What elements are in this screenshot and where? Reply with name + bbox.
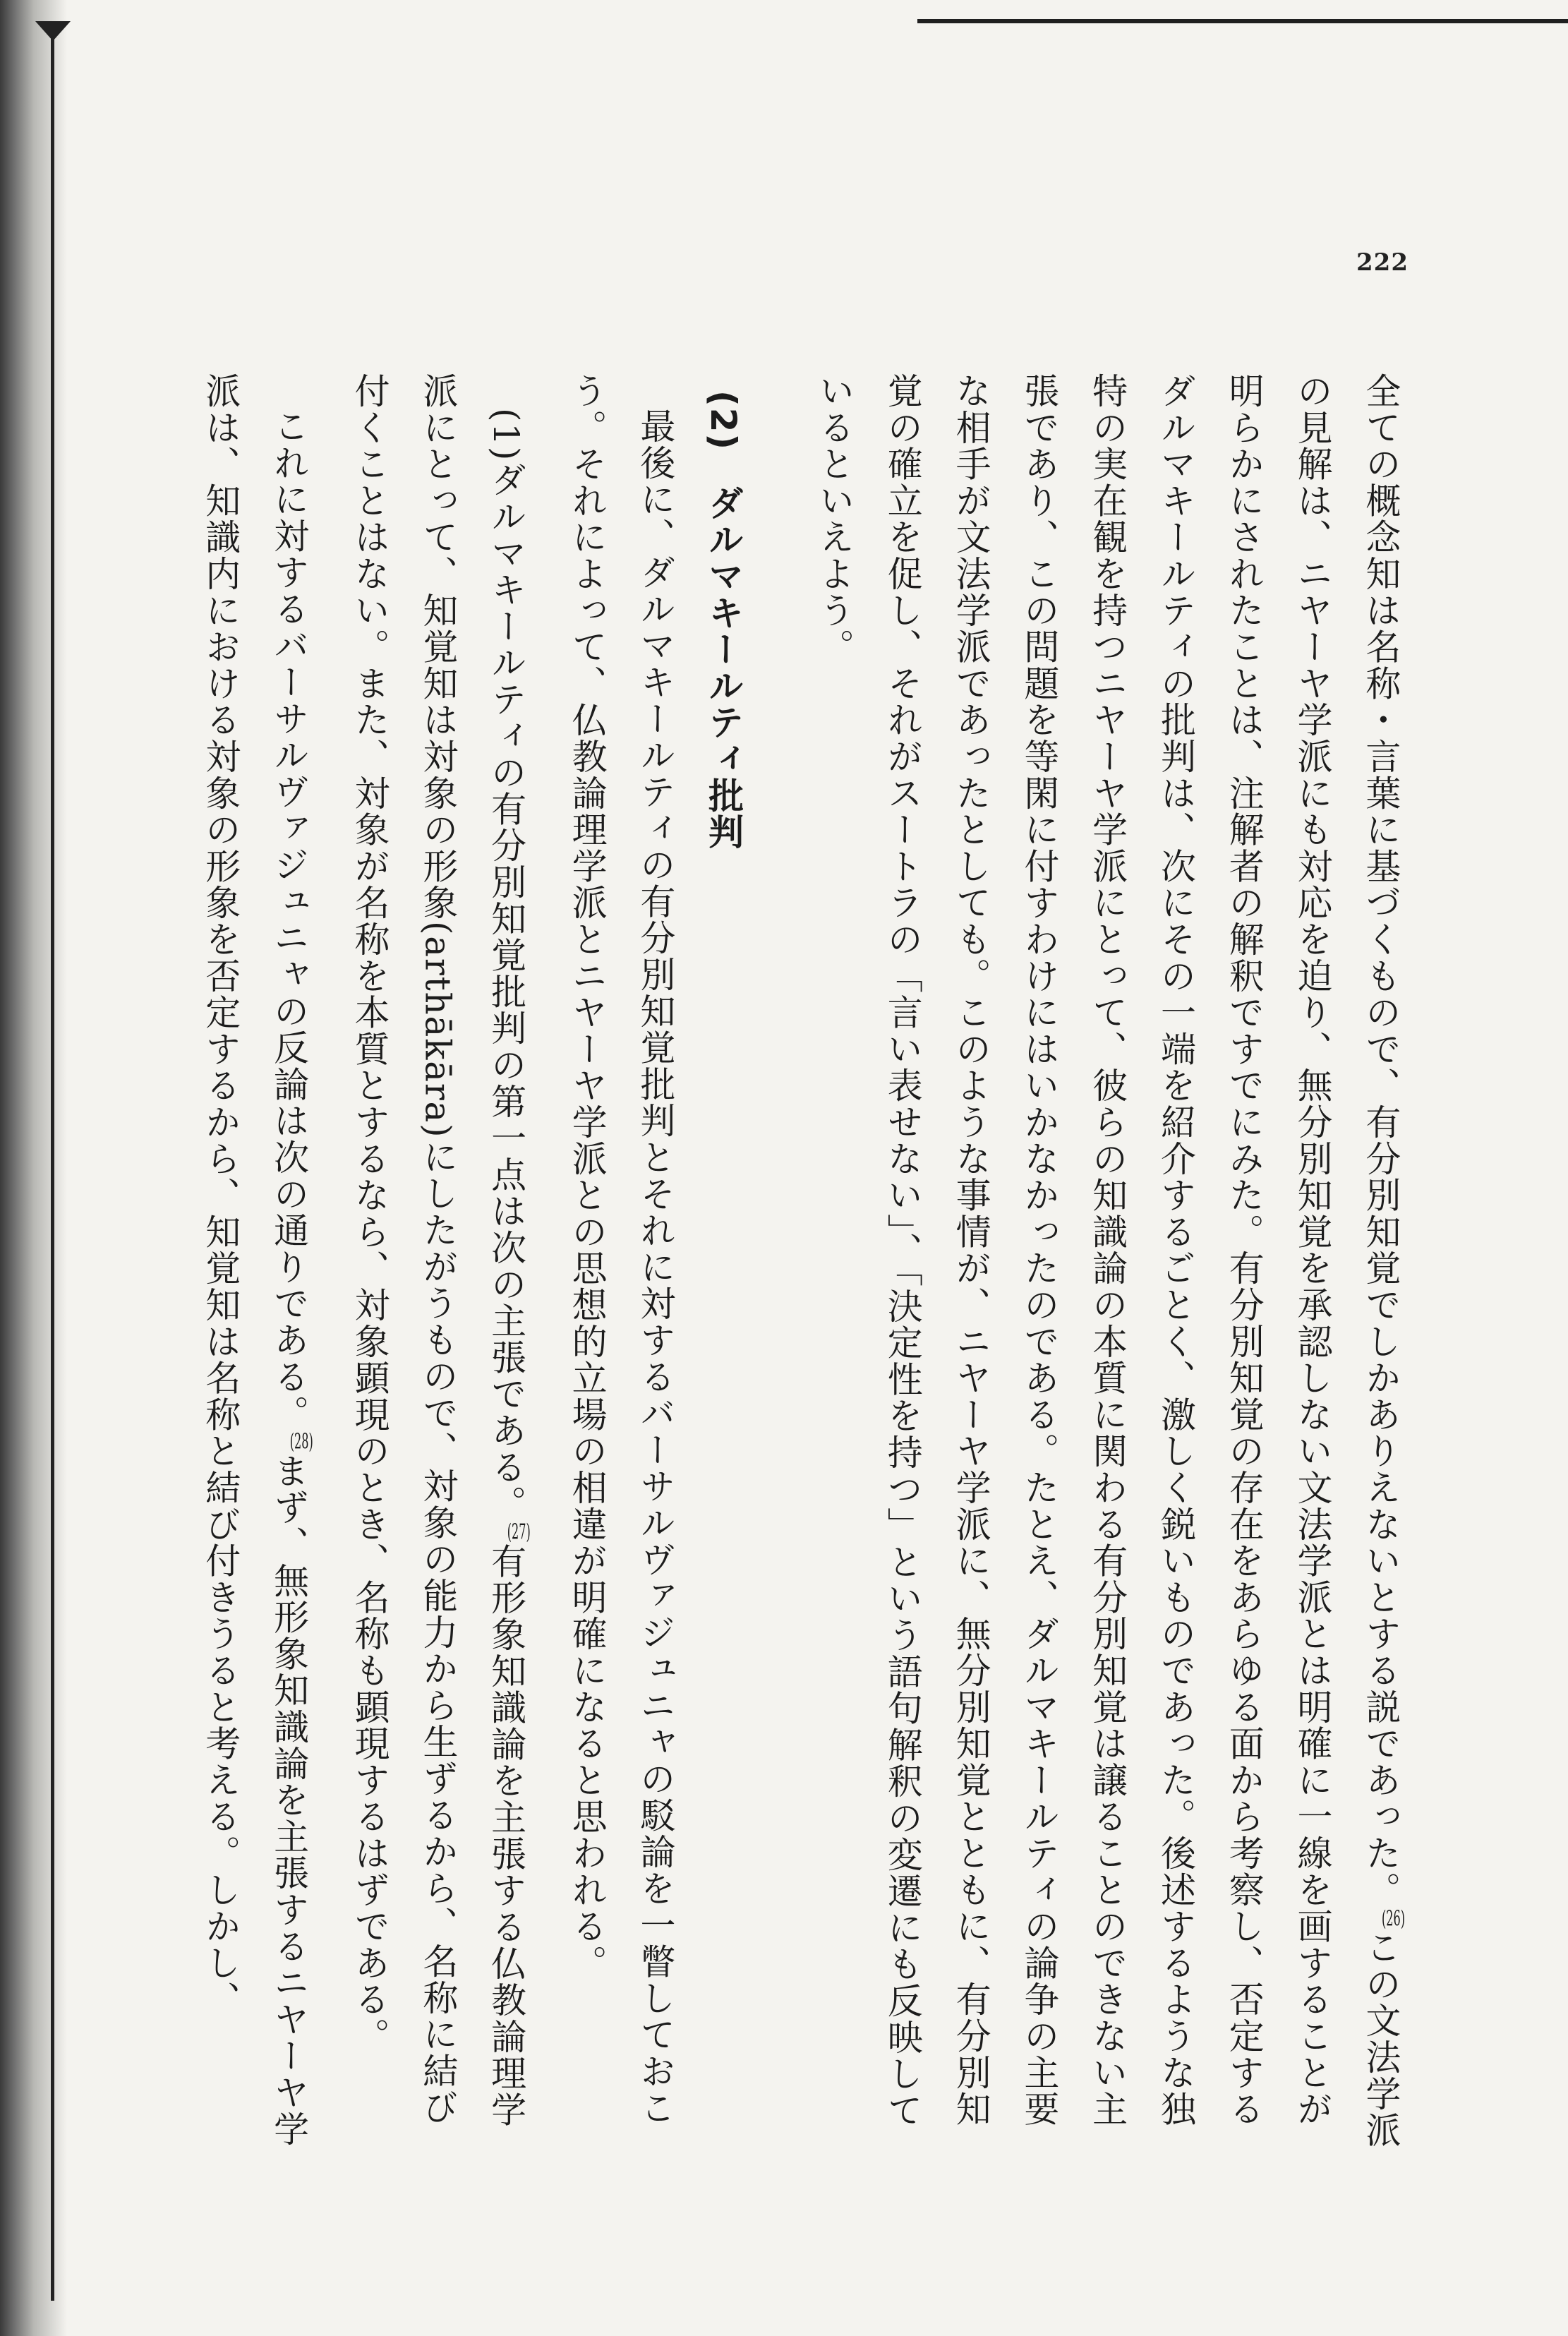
top-rule: [917, 19, 1568, 23]
paragraph-text: まず、無形象知識論を主張するニヤーヤ学派は、知識内における対象の形象を否定するから、知覚知は名称と結び付きうると考える。しかし、: [200, 373, 310, 2148]
footnote-ref-28: (28): [289, 1431, 313, 1453]
section-number: (2): [703, 390, 744, 451]
footnote-ref-27: (27): [507, 1522, 531, 1543]
paragraph-first-point: [335, 373, 553, 2151]
paragraph-text: 全ての概念知は名称・言葉に基づくもので、有分別知覚でしかありえないとする説であった。: [1360, 373, 1401, 1908]
paragraph-text: この文法学派の見解は、ニヤーヤ学派にも対応を迫り、無分別知覚を承認しない文法学派とは明確に一線を画することが明らかにされたことは、注解者の解釈ですでにみた。有分別知覚の存在をあらゆる面から考察し、否定するダルマキールティの批判は、次にその一端を紹介するごとく、激しく鋭いものであった。後述するような独特の実在観を持つニヤーヤ学派にとって、彼らの知識論の本質に関わる有分別知覚は譲ることのできない主張であり、この問題を等閑に付すわけにはいかなかったのである。たとえ、ダルマキールティの論争の主要な相手が文法学派であったとしても。このような事情が、ニヤーヤ学派に、無分別知覚とともに、有分別知覚の確立を促し、それがスートラの「言い表せない」、「決定性を持つ」という語句解釈の変遷にも反映しているといえよう。: [813, 373, 1401, 2149]
section-spacer: [757, 373, 800, 2151]
paragraph-intro: 最後に、ダルマキールティの有分別知覚批判とそれに対するバーサルヴァジュニャの駁論を一瞥しておこう。それによって、仏教論理学派とニヤーヤ学派との思想的立場の相違が明確になると思われる。: [566, 373, 676, 2126]
section-title: ダルマキールティ批判: [703, 484, 744, 850]
paragraph-text: (1)ダルマキールティの有分別知覚批判の第一点は次の主張である。: [486, 408, 527, 1522]
binding-line: [51, 28, 54, 2301]
paragraph-text: これに対するバーサルヴァジュニャの反論は次の通りである。: [268, 408, 310, 1432]
vertical-text-block: [199, 373, 1427, 2151]
binding-shadow: [0, 0, 67, 2336]
paragraph-grammar-school: [800, 373, 1427, 2151]
paragraph-text: 有形象知識論を主張する仏教論理学派にとって、知覚知は対象の形象(arthākāra)にしたがうもので、対象の能力から生ずるから、名称に結び付くことはない。また、対象が名称を本質とするなら、対象顕現のとき、名称も顕現するはずである。: [349, 373, 527, 2129]
paragraph-rebuttal: [199, 373, 335, 2151]
section-heading: [689, 373, 757, 2151]
footnote-ref-26: (26): [1382, 1908, 1405, 1929]
page-number: 222: [1356, 248, 1409, 277]
